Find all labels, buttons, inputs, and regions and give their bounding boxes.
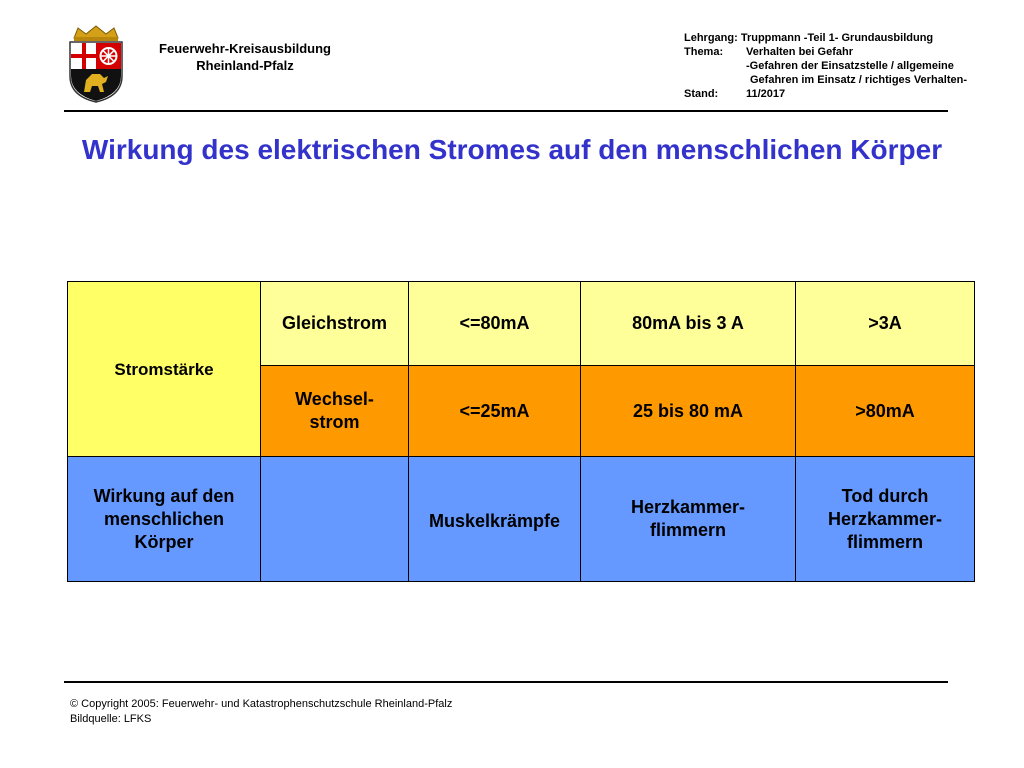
table-row-gleichstrom (68, 282, 975, 366)
course-meta (684, 31, 967, 101)
bildquelle-text: Bildquelle: LFKS (70, 713, 152, 725)
thema-line-1: Verhalten bei Gefahr (746, 46, 853, 58)
tod-line-2: Herzkammer- (827, 508, 943, 529)
stromstaerke-label: Stromstärke (114, 359, 214, 379)
table-row-wirkung (68, 457, 975, 582)
wirkung-cell-empty (261, 457, 409, 582)
org-line-1: Feuerwehr-Kreisausbildung (159, 41, 331, 56)
gleichstrom-label-cell (261, 282, 409, 366)
herzkammer-line-1: Herzkammer- (630, 497, 746, 517)
wirkung-cell-tod (796, 457, 975, 582)
page-title: Wirkung des elektrischen Stromes auf den menschlichen Körper (81, 134, 943, 165)
wirkung-cell-muskelkraempfe (409, 457, 581, 582)
gleichstrom-value-2: 80mA bis 3 A (581, 282, 796, 366)
wirkung-label-line-3: Körper (134, 531, 194, 552)
tod-line-3: flimmern (846, 531, 924, 552)
stromstaerke-cell (68, 282, 261, 457)
wechselstrom-label-line-2: strom (309, 412, 360, 432)
wechselstrom-label-cell (261, 366, 409, 457)
thema-label: Thema: (684, 46, 724, 58)
thema-line-3: Gefahren im Einsatz / richtiges Verhalten- (750, 74, 968, 86)
footer (70, 697, 452, 727)
wechselstrom-value-2: 25 bis 80 mA (581, 366, 796, 457)
wechselstrom-value-3: >80mA (796, 366, 975, 457)
current-effects-table (67, 281, 975, 582)
tod-line-1: Tod durch (841, 485, 929, 506)
gleichstrom-value-1: <=80mA (409, 282, 581, 366)
wirkung-label-line-2: menschlichen (103, 508, 225, 529)
copyright-text: © Copyright 2005: Feuerwehr- und Katastrophenschutzschule Rheinland-Pfalz (70, 698, 453, 710)
coat-of-arms-logo (64, 24, 128, 104)
stand-value: 11/2017 (746, 88, 786, 100)
wirkung-label-line-1: Wirkung auf den (93, 485, 235, 506)
lehrgang-value: Truppmann -Teil 1- Grundausbildung (740, 32, 934, 44)
muskelkraempfe-text: Muskelkrämpfe (428, 510, 561, 531)
org-line-2: Rheinland-Pfalz (196, 58, 294, 73)
gleichstrom-value-3: >3A (796, 282, 975, 366)
wirkung-cell-herzkammerflimmern (581, 457, 796, 582)
thema-line-2: -Gefahren der Einsatzstelle / allgemeine (746, 60, 954, 72)
header-divider (64, 110, 948, 112)
wechselstrom-label-line-1: Wechsel- (295, 389, 374, 409)
wirkung-label-cell (68, 457, 261, 582)
wechselstrom-value-1: <=25mA (409, 366, 581, 457)
footer-divider (64, 681, 948, 683)
organization-name (130, 40, 360, 74)
lehrgang-label: Lehrgang: (684, 32, 738, 44)
herzkammer-line-2: flimmern (649, 520, 727, 540)
gleichstrom-label: Gleichstrom (281, 313, 388, 333)
stand-label: Stand: (684, 88, 719, 100)
